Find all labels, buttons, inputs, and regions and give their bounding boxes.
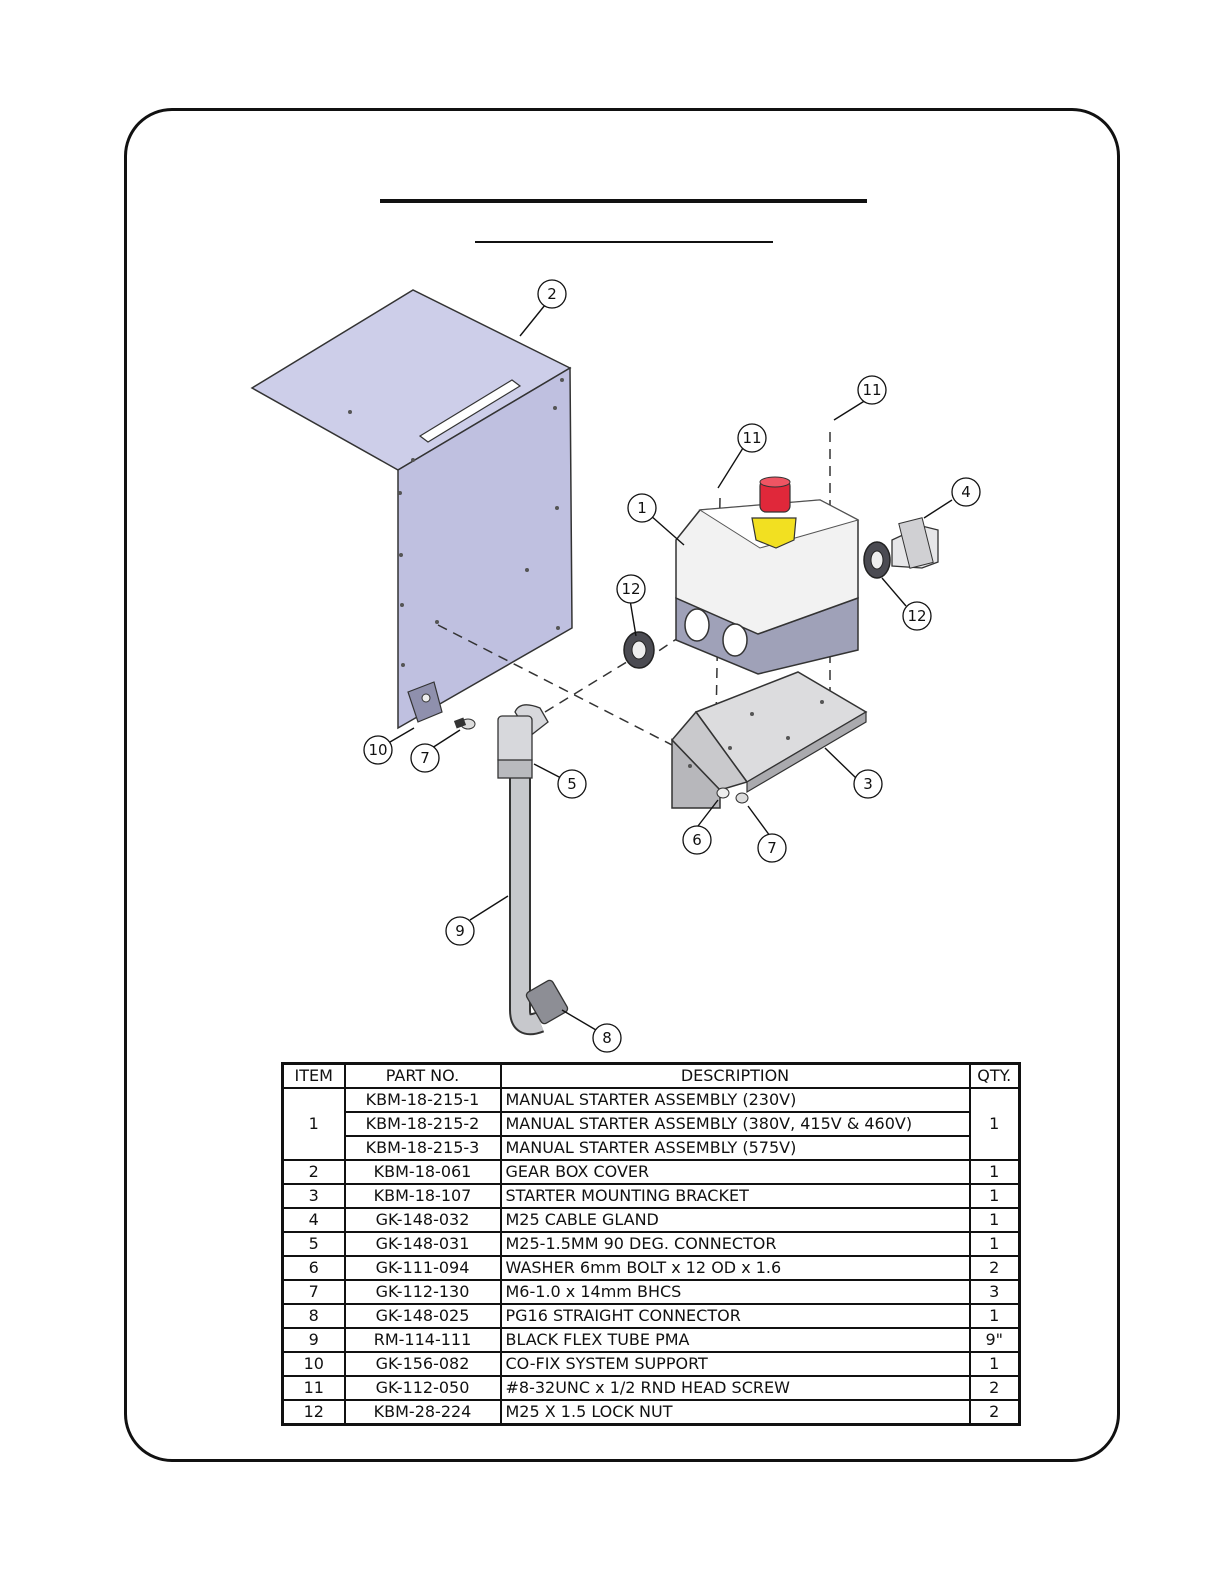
washer-6 bbox=[717, 788, 729, 798]
starter-mounting-bracket bbox=[672, 672, 866, 808]
qty-cell: 2 bbox=[970, 1400, 1020, 1425]
qty-cell: 1 bbox=[970, 1352, 1020, 1376]
table-row bbox=[283, 1400, 1020, 1425]
qty-cell: 1 bbox=[970, 1208, 1020, 1232]
svg-text:12: 12 bbox=[907, 607, 927, 625]
lock-nut-left bbox=[624, 632, 654, 668]
table-row bbox=[283, 1376, 1020, 1400]
description-cell: BLACK FLEX TUBE PMA bbox=[501, 1328, 970, 1352]
part-cell: KBM-18-107 bbox=[345, 1184, 501, 1208]
header-description: DESCRIPTION bbox=[501, 1064, 970, 1089]
callout-7-right bbox=[758, 834, 786, 862]
part-cell: GK-156-082 bbox=[345, 1352, 501, 1376]
callout-6 bbox=[683, 826, 711, 854]
table-row bbox=[283, 1184, 1020, 1208]
item-cell: 11 bbox=[283, 1376, 345, 1400]
item-cell: 8 bbox=[283, 1304, 345, 1328]
svg-text:8: 8 bbox=[602, 1029, 612, 1047]
part-cell: GK-148-031 bbox=[345, 1232, 501, 1256]
svg-text:6: 6 bbox=[692, 831, 702, 849]
callout-8 bbox=[593, 1024, 621, 1052]
callout-2 bbox=[538, 280, 566, 308]
svg-text:10: 10 bbox=[368, 741, 388, 759]
callout-9 bbox=[446, 917, 474, 945]
svg-text:11: 11 bbox=[862, 381, 882, 399]
callout-4 bbox=[952, 478, 980, 506]
part-cell: KBM-18-215-1 bbox=[345, 1088, 501, 1112]
item-cell: 9 bbox=[283, 1328, 345, 1352]
svg-text:11: 11 bbox=[742, 429, 762, 447]
qty-cell: 2 bbox=[970, 1256, 1020, 1280]
description-cell: M25 CABLE GLAND bbox=[501, 1208, 970, 1232]
description-cell: GEAR BOX COVER bbox=[501, 1160, 970, 1184]
callout-11-right bbox=[858, 376, 886, 404]
table-row bbox=[283, 1232, 1020, 1256]
gear-box-cover bbox=[252, 290, 572, 728]
qty-cell: 1 bbox=[970, 1160, 1020, 1184]
header-item: ITEM bbox=[283, 1064, 345, 1089]
item-cell: 1 bbox=[283, 1088, 345, 1160]
description-cell: M25 X 1.5 LOCK NUT bbox=[501, 1400, 970, 1425]
part-cell: KBM-18-061 bbox=[345, 1160, 501, 1184]
qty-cell: 2 bbox=[970, 1376, 1020, 1400]
part-cell: KBM-18-215-3 bbox=[345, 1136, 501, 1160]
description-cell: CO-FIX SYSTEM SUPPORT bbox=[501, 1352, 970, 1376]
part-cell: KBM-28-224 bbox=[345, 1400, 501, 1425]
header-qty: QTY. bbox=[970, 1064, 1020, 1089]
svg-text:7: 7 bbox=[767, 839, 777, 857]
callout-11-left bbox=[738, 424, 766, 452]
part-cell: GK-112-050 bbox=[345, 1376, 501, 1400]
description-cell: MANUAL STARTER ASSEMBLY (575V) bbox=[501, 1136, 970, 1160]
description-cell: PG16 STRAIGHT CONNECTOR bbox=[501, 1304, 970, 1328]
item-cell: 12 bbox=[283, 1400, 345, 1425]
description-cell: WASHER 6mm BOLT x 12 OD x 1.6 bbox=[501, 1256, 970, 1280]
callout-5 bbox=[558, 770, 586, 798]
part-cell: GK-148-032 bbox=[345, 1208, 501, 1232]
part-cell: GK-111-094 bbox=[345, 1256, 501, 1280]
table-row bbox=[283, 1280, 1020, 1304]
callout-12-left bbox=[617, 575, 645, 603]
description-cell: STARTER MOUNTING BRACKET bbox=[501, 1184, 970, 1208]
table-header-row bbox=[283, 1064, 1020, 1089]
description-cell: MANUAL STARTER ASSEMBLY (380V, 415V & 460V) bbox=[501, 1112, 970, 1136]
part-cell: GK-148-025 bbox=[345, 1304, 501, 1328]
qty-cell: 1 bbox=[970, 1232, 1020, 1256]
description-cell: M25-1.5MM 90 DEG. CONNECTOR bbox=[501, 1232, 970, 1256]
svg-text:2: 2 bbox=[547, 285, 557, 303]
qty-cell: 9" bbox=[970, 1328, 1020, 1352]
table-row bbox=[283, 1352, 1020, 1376]
callout-7-left bbox=[411, 744, 439, 772]
header-part-no: PART NO. bbox=[345, 1064, 501, 1089]
flex-tube-assembly bbox=[498, 705, 569, 1025]
svg-text:7: 7 bbox=[420, 749, 430, 767]
qty-cell: 3 bbox=[970, 1280, 1020, 1304]
table-row bbox=[283, 1160, 1020, 1184]
svg-text:4: 4 bbox=[961, 483, 971, 501]
screw-7-right bbox=[736, 793, 748, 803]
table-row bbox=[283, 1088, 1020, 1112]
table-row bbox=[283, 1136, 1020, 1160]
callout-1 bbox=[628, 494, 656, 522]
qty-cell: 1 bbox=[970, 1304, 1020, 1328]
svg-text:5: 5 bbox=[567, 775, 577, 793]
qty-cell: 1 bbox=[970, 1088, 1020, 1160]
table-row bbox=[283, 1256, 1020, 1280]
manual-starter bbox=[676, 477, 858, 674]
lock-nut-right bbox=[864, 542, 890, 578]
table-row bbox=[283, 1328, 1020, 1352]
item-cell: 4 bbox=[283, 1208, 345, 1232]
part-cell: RM-114-111 bbox=[345, 1328, 501, 1352]
screw-7-left bbox=[454, 718, 475, 729]
item-cell: 3 bbox=[283, 1184, 345, 1208]
item-cell: 7 bbox=[283, 1280, 345, 1304]
callout-12-right bbox=[903, 602, 931, 630]
description-cell: MANUAL STARTER ASSEMBLY (230V) bbox=[501, 1088, 970, 1112]
description-cell: #8-32UNC x 1/2 RND HEAD SCREW bbox=[501, 1376, 970, 1400]
qty-cell: 1 bbox=[970, 1184, 1020, 1208]
svg-text:9: 9 bbox=[455, 922, 465, 940]
item-cell: 2 bbox=[283, 1160, 345, 1184]
description-cell: M6-1.0 x 14mm BHCS bbox=[501, 1280, 970, 1304]
table-row bbox=[283, 1304, 1020, 1328]
callout-10 bbox=[364, 736, 392, 764]
item-cell: 5 bbox=[283, 1232, 345, 1256]
svg-text:1: 1 bbox=[637, 499, 647, 517]
svg-text:12: 12 bbox=[621, 580, 641, 598]
table-row bbox=[283, 1208, 1020, 1232]
item-cell: 10 bbox=[283, 1352, 345, 1376]
svg-text:3: 3 bbox=[863, 775, 873, 793]
cable-gland bbox=[892, 518, 938, 568]
part-cell: GK-112-130 bbox=[345, 1280, 501, 1304]
item-cell: 6 bbox=[283, 1256, 345, 1280]
table-row bbox=[283, 1112, 1020, 1136]
callout-3 bbox=[854, 770, 882, 798]
bill-of-materials-table bbox=[281, 1062, 1021, 1426]
part-cell: KBM-18-215-2 bbox=[345, 1112, 501, 1136]
